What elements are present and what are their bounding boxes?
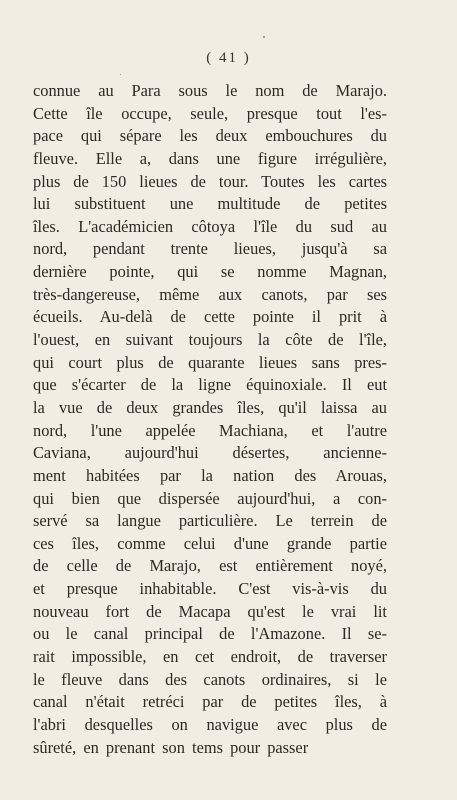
text-line: rait impossible, en cet endroit, de traverser — [33, 647, 387, 667]
text-line: que s'écarter de la ligne équinoxiale. Il eut — [33, 375, 387, 395]
text-line: connue au Para sous le nom de Marajo. — [33, 81, 387, 100]
paper-speck — [120, 74, 121, 75]
page-number: ( 41 ) — [206, 50, 251, 66]
text-line: l'abri desquelles on navigue avec plus de — [33, 714, 387, 734]
text-line: îles. L'académicien côtoya l'île du sud au — [33, 216, 387, 236]
text-line: dernière pointe, qui se nomme Magnan, — [33, 262, 387, 282]
text-line: nord, pendant trente lieues, jusqu'à sa — [33, 239, 387, 259]
text-line: ou le canal principal de l'Amazone. Il se- — [33, 624, 387, 644]
text-line: plus de 150 lieues de tour. Toutes les cartes — [33, 171, 387, 191]
text-line: ces îles, comme celui d'une grande partie — [33, 533, 387, 553]
text-line: et presque inhabitable. C'est vis-à-vis du — [33, 579, 387, 599]
text-line: ment habitées par la nation des Arouas, — [33, 465, 387, 485]
text-line: canal n'était retréci par de petites îles, à — [33, 692, 387, 712]
text-line: écueils. Au-delà de cette pointe il prit à — [33, 307, 387, 327]
text-line: Caviana, aujourd'hui désertes, ancienne- — [33, 443, 387, 463]
text-line: l'ouest, en suivant toujours la côte de l'île, — [33, 330, 387, 350]
text-line: le fleuve dans des canots ordinaires, si le — [33, 669, 387, 689]
text-line: fleuve. Elle a, dans une figure irrégulière, — [33, 148, 387, 168]
body-text — [33, 80, 387, 759]
text-line: servé sa langue particulière. Le terrein de — [33, 511, 387, 531]
text-line: pace qui sépare les deux embouchures du — [33, 126, 387, 146]
text-line: qui court plus de quarante lieues sans pres- — [33, 352, 387, 372]
text-line: nord, l'une appelée Machiana, et l'autre — [33, 420, 387, 440]
text-line: lui substituent une multitude de petites — [33, 194, 387, 214]
text-line: sûreté, en prenant son tems pour passer — [33, 737, 309, 757]
paper-speck — [263, 36, 265, 38]
text-line: Cette île occupe, seule, presque tout l'es- — [33, 103, 387, 123]
text-line: la vue de deux grandes îles, qu'il laissa au — [33, 397, 387, 417]
text-line: nouveau fort de Macapa qu'est le vrai lit — [33, 601, 387, 621]
text-line: qui bien que dispersée aujourd'hui, a con- — [33, 488, 387, 508]
text-line: de celle de Marajo, est entièrement noyé, — [33, 556, 387, 576]
text-line: très-dangereuse, même aux canots, par ses — [33, 284, 387, 304]
